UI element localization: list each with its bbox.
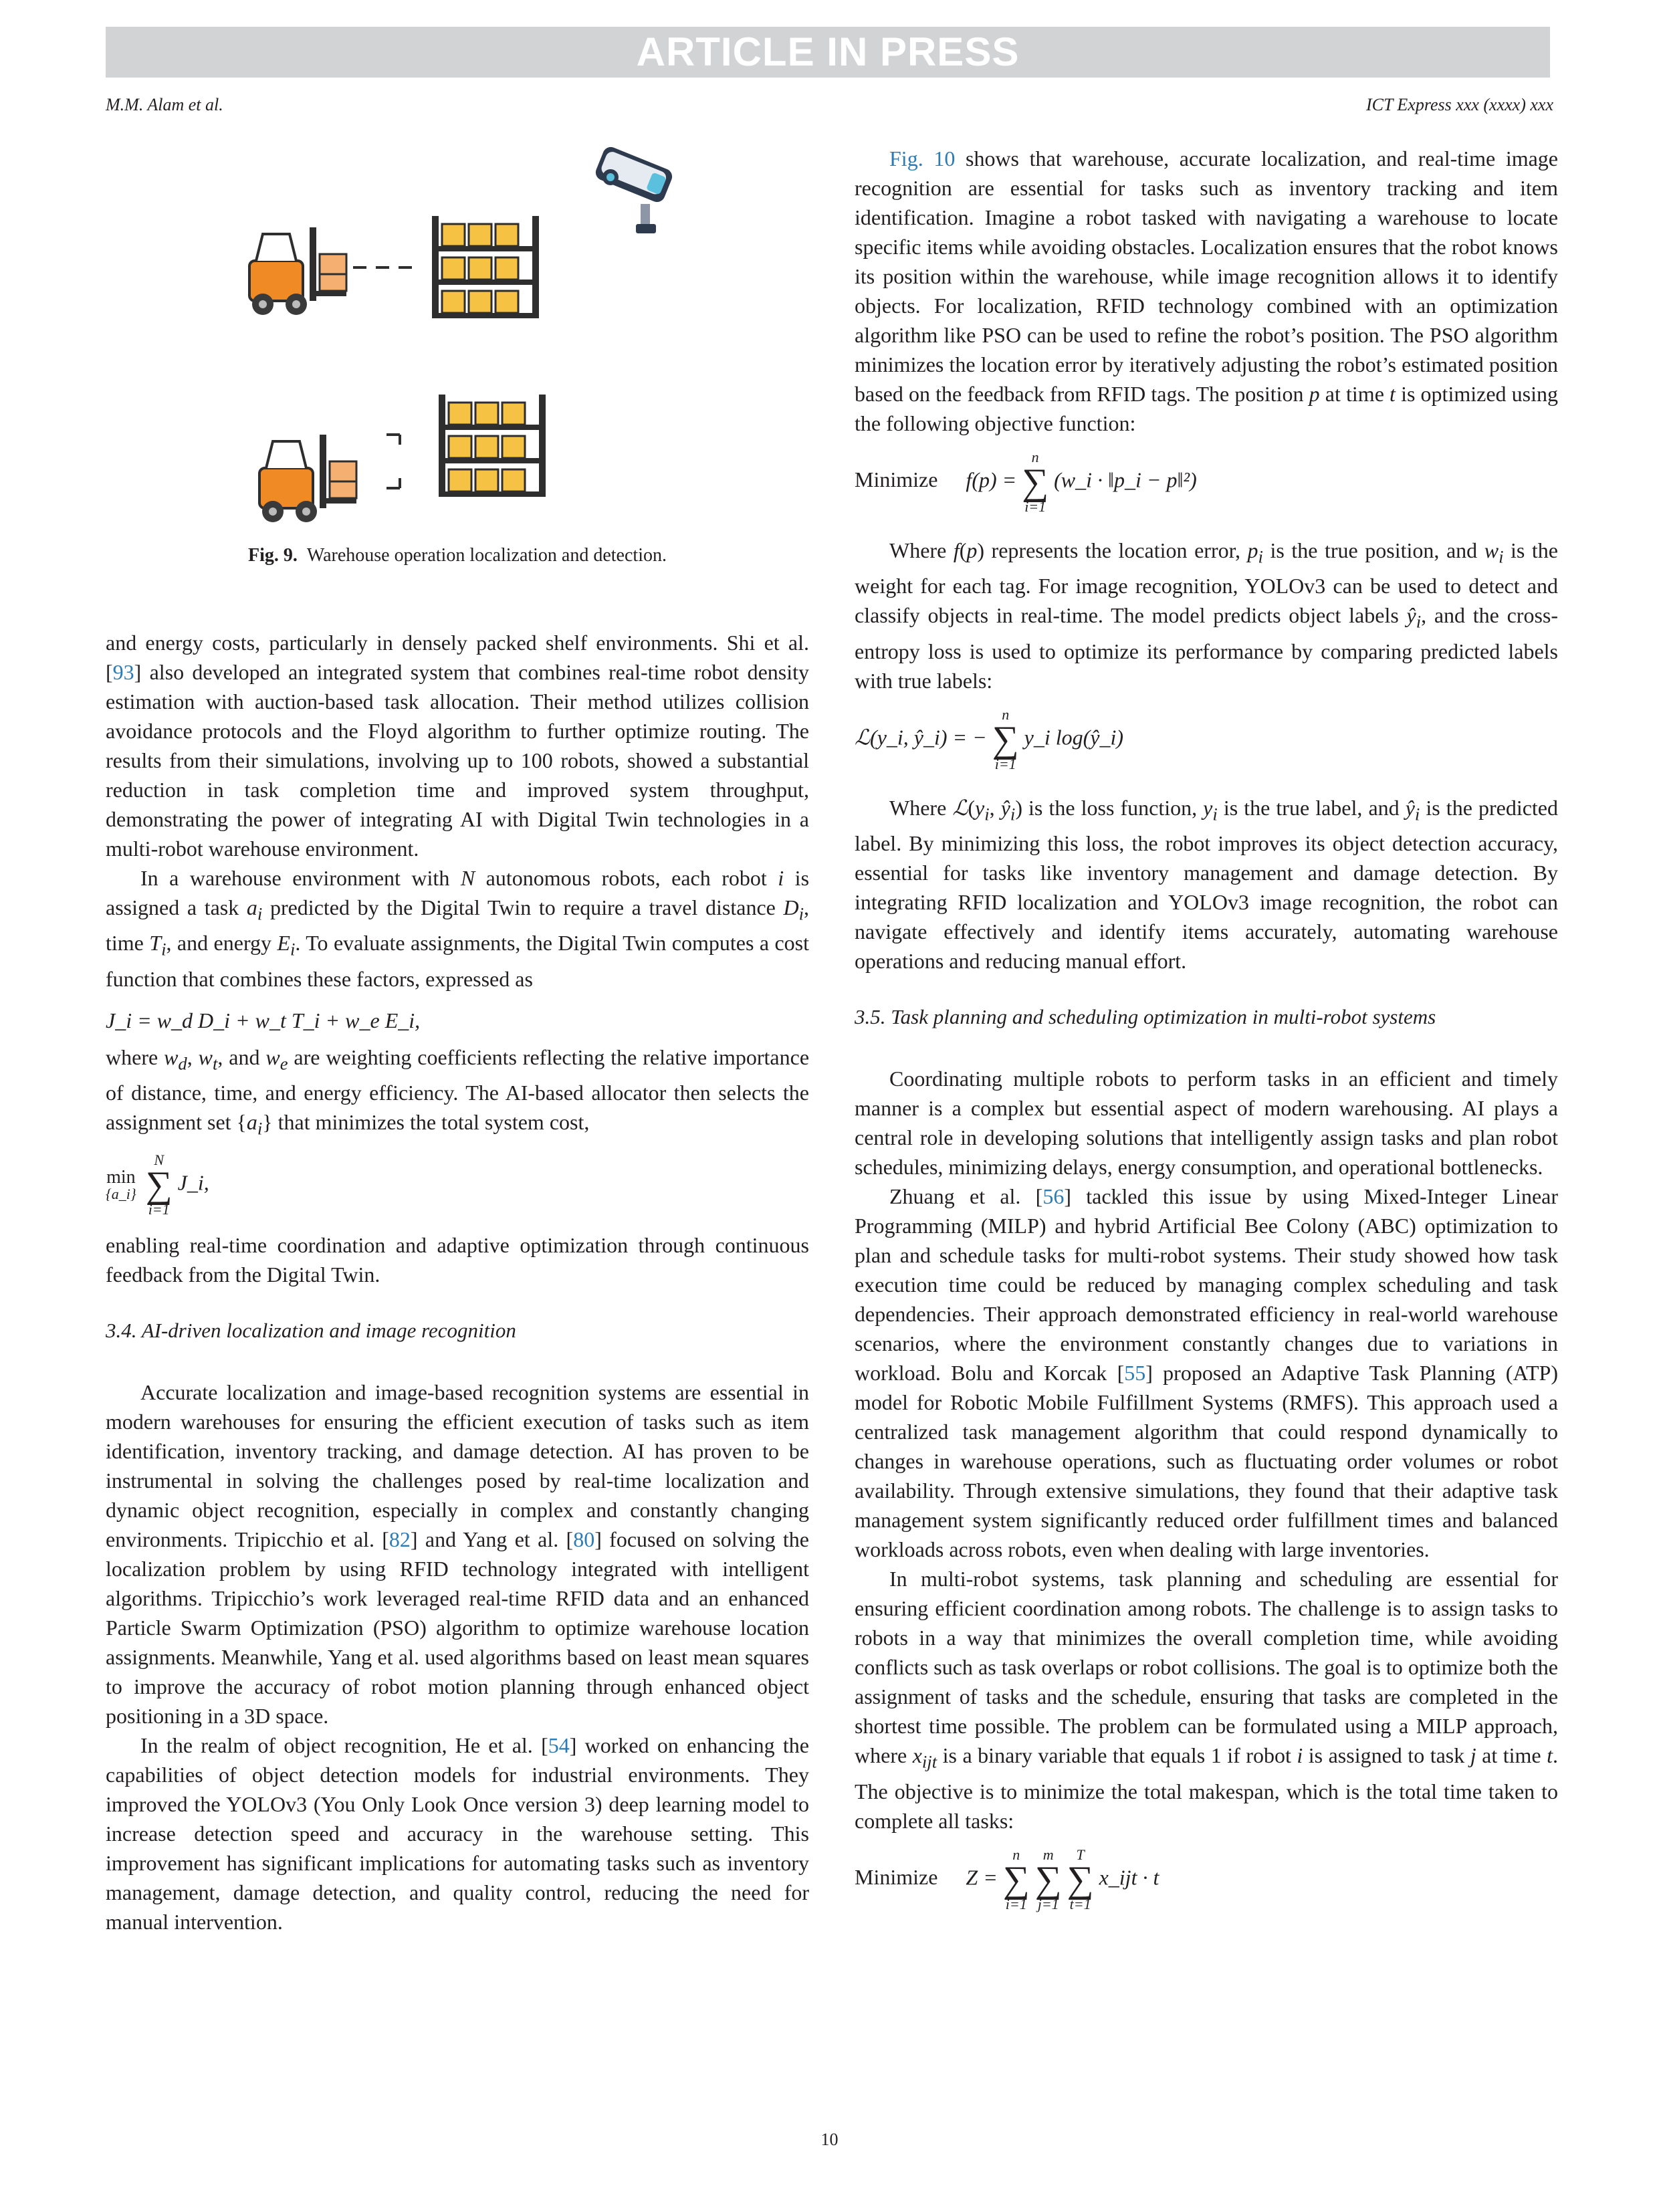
text: ] proposed an Adaptive Task Planning (ATP) model for Robotic Mobile Fulfillment Systems (RMFS). This approach used a centralized task management algorithm that could respond dynamically to changes in warehouse operations, such as fluctuating order volumes or robot availability. Through extensive simulations, they found that their adaptive task management system significantly reduced order fulfillment times and balanced workloads across robots, even when dealing with large inventories. — [855, 1361, 1559, 1562]
math: ŷ — [1000, 795, 1010, 820]
text: at time — [1476, 1743, 1547, 1768]
sum-upper: N — [154, 1151, 164, 1168]
min-subscript: {a_i} — [106, 1185, 136, 1202]
section-heading-3-5: 3.5. Task planning and scheduling optimization in multi-robot systems — [855, 1005, 1436, 1029]
text: and energy costs, particularly in densely packed shelf environments. Shi et al. [ — [106, 631, 809, 684]
text: ( — [968, 795, 976, 820]
math: w — [198, 1044, 213, 1069]
math: ijt — [921, 1751, 937, 1772]
sum-lower: i=1 — [994, 755, 1016, 772]
equation-term: (w_i · ‖p_i − p‖²) — [1054, 467, 1197, 492]
math: i — [257, 903, 263, 924]
math: e — [280, 1053, 288, 1074]
paragraph — [855, 144, 1558, 438]
math: t — [1547, 1743, 1553, 1768]
sum-lower: t=1 — [1069, 1895, 1091, 1912]
citation-link[interactable]: 55 — [1124, 1361, 1146, 1386]
paragraph — [106, 863, 809, 994]
equation-lead: Minimize — [855, 1864, 938, 1889]
equation-lhs: f(p) = — [966, 467, 1017, 492]
text: Where — [889, 538, 954, 562]
math: i — [1297, 1743, 1303, 1768]
equation-term: x_ijt · t — [1099, 1864, 1159, 1889]
math: N — [460, 866, 475, 890]
text: predicted by the Digital Twin to require a travel distance — [262, 895, 784, 919]
math: ℒ — [952, 795, 968, 820]
citation-link[interactable]: 56 — [1042, 1184, 1065, 1209]
sum-upper: T — [1076, 1846, 1085, 1863]
sum-lower: i=1 — [1024, 498, 1046, 515]
math: ŷ — [1405, 795, 1415, 820]
forklift-icon — [249, 227, 346, 315]
paragraph — [106, 1377, 809, 1731]
citation-link[interactable]: 80 — [573, 1527, 595, 1551]
paragraph — [106, 1731, 809, 1937]
sum-upper: m — [1042, 1846, 1054, 1863]
citation-link[interactable]: 93 — [112, 660, 134, 684]
text: ) is the loss function, — [1015, 795, 1204, 820]
equation-cost — [106, 1008, 809, 1033]
text: In multi-robot systems, task planning and scheduling are essential for ensuring efficient coordination among robots. The challenge is to assign tasks to robots in a way that minimizes the overall completion time, while avoiding conflicts such as task overlaps or robot collisions. The goal is to optimize both the assignment of tasks and the schedule, ensuring that tasks are completed in the shortest time possible. The problem can be formulated using a MILP approach, where — [855, 1567, 1558, 1768]
math: i — [1416, 611, 1422, 632]
text: ] tackled this issue by using Mixed-Integer Linear Programming (MILP) and hybrid Artificial Bee Colony (ABC) optimization to plan and schedule tasks for multi-robot systems. Their study showed how task execution time could be reduced by managing complex scheduling and task dependencies. Their approach demonstrated efficiency in real-world warehouse scenarios, where the environment constantly changes due to variations in workload. Bolu and Korcak [ — [855, 1184, 1559, 1386]
text: is optimized using the following objective function: — [855, 382, 1558, 435]
text: shows that warehouse, accurate localization, and real-time image recognition are essential for tasks such as inventory tracking and item identification. Imagine a robot tasked with navigating a warehouse to locate specific items while avoiding obstacles. Localization ensures that the robot knows its position within the warehouse, while image recognition allows it to identify objects. For localization, RFID technology combined with an optimization algorithm like PSO can be used to refine the robot’s position. The PSO algorithm minimizes the location error by iteratively adjusting the robot’s estimated position based on the feedback from RFID tags. The position — [855, 146, 1559, 406]
math: i — [1212, 804, 1218, 824]
figure-label: Fig. 9. — [248, 545, 298, 566]
equation-term: J_i, — [177, 1170, 209, 1194]
article-in-press-banner: ARTICLE IN PRESS — [106, 27, 1550, 78]
sum-upper: n — [1012, 1846, 1020, 1863]
math: p — [1309, 382, 1320, 406]
math: y — [1203, 795, 1213, 820]
text: , and the cross-entropy loss is used to optimize its performance by comparing predicted labels with true labels: — [855, 603, 1558, 693]
text: is assigned a task — [106, 866, 810, 919]
text: is assigned to task — [1303, 1743, 1470, 1768]
sum-upper: n — [1002, 705, 1010, 723]
text: Accurate localization and image-based recognition systems are essential in modern warehouses for ensuring the efficient execution of tasks such as item identification, inventory tracking, and damage detection. AI has proven to be instrumental in solving the challenges posed by real-time localization and dynamic object recognition, especially in complex and constantly changing environments. Tripicchio et al. [ — [106, 1379, 809, 1551]
text: ] focused on solving the localization problem by using RFID technology integrated with intelligent algorithms. Tripicchio’s work leveraged real-time RFID data and an enhanced Particle Swarm Optimization (PSO) algorithm to optimize warehouse location assignments. Meanwhile, Yang et al. used algorithms based on least mean squares to improve the accuracy of robot motion planning through enhanced object positioning in a 3D space. — [106, 1527, 809, 1728]
sum-symbol: ∑ — [1067, 1858, 1094, 1900]
text: In the realm of object recognition, He et al. [ — [140, 1733, 548, 1757]
page-number: 10 — [820, 2130, 839, 2149]
sum-lower: i=1 — [1005, 1895, 1027, 1912]
equation-lhs: ℒ(y_i, ŷ_i) = − — [855, 725, 987, 750]
equation-term: y_i log(ŷ_i) — [1024, 725, 1124, 750]
text: In a warehouse environment with — [140, 866, 461, 890]
text: , — [187, 1044, 199, 1069]
text: is the predicted label. By minimizing this loss, the robot improves its object detection accuracy, essential for tasks like inventory management and damage detection. By integrating RFID localization and YOLOv3 image recognition, the robot can navigate effectively and identify items accurately, automating warehouse operations and reducing manual effort. — [855, 795, 1558, 974]
text: ] also developed an integrated system that combines real-time robot density estimation with auction-based task allocation. Their method utilizes collision avoidance protocols and the Floyd algorithm to further optimize routing. The results from their simulations, involving up to 100 robots, showed a substantial reduction in task completion time and improved system throughput, demonstrating the power of integrating AI with Digital Twin technologies in a multi-robot warehouse environment. — [106, 660, 809, 861]
math: t — [212, 1053, 218, 1074]
running-head-authors: M.M. Alam et al. — [106, 95, 223, 114]
warehouse-illustration — [106, 144, 809, 538]
math: E — [277, 931, 290, 956]
math: w — [265, 1044, 280, 1069]
figure-9 — [106, 144, 809, 538]
equation-text: J_i = w_d D_i + w_t T_i + w_e E_i, — [106, 1008, 421, 1032]
text: is a binary variable that equals 1 if robot — [937, 1743, 1297, 1768]
paragraph — [855, 536, 1558, 695]
citation-link[interactable]: 82 — [389, 1527, 411, 1551]
sum-upper: n — [1031, 449, 1039, 465]
sum-symbol: ∑ — [1034, 1858, 1062, 1900]
right-column — [855, 144, 1558, 1921]
math: w — [164, 1044, 179, 1069]
text: } that minimizes the total system cost, — [262, 1110, 590, 1135]
text: is the true label, and — [1217, 795, 1406, 820]
cctv-camera-icon — [593, 144, 674, 233]
math: i — [1010, 804, 1016, 824]
math: w — [1484, 538, 1499, 562]
sum-lower: i=1 — [148, 1200, 170, 1218]
paragraph: enabling real-time coordination and adaptive optimization through continuous feedback from the Digital Twin. — [106, 1232, 809, 1287]
paragraph — [106, 1042, 809, 1143]
math: x — [912, 1743, 922, 1768]
paragraph: Coordinating multiple robots to perform tasks in an efficient and timely manner is a complex but essential aspect of modern warehousing. AI plays a central role in developing solutions that intelligently assign tasks and plan robot schedules, minimizing delays, energy consumption, and operational bottlenecks. — [855, 1067, 1558, 1180]
sum-symbol: ∑ — [992, 718, 1019, 760]
math: a — [246, 1110, 257, 1135]
paragraph — [106, 628, 809, 863]
paragraph — [855, 793, 1558, 976]
text: ) represents the location error, — [977, 538, 1248, 562]
equation-cross-entropy — [855, 707, 1558, 781]
shelf-icon — [432, 216, 539, 318]
text: , and — [217, 1044, 266, 1069]
text: are weighting coefficients reflecting the relative importance of distance, time, and energy efficiency. The AI-based allocator then selects the assignment set { — [106, 1044, 810, 1135]
figure-link[interactable]: Fig. 10 — [889, 146, 956, 171]
section-heading-3-4: 3.4. AI-driven localization and image recognition — [106, 1318, 516, 1342]
math: f — [953, 538, 960, 562]
shelf-icon — [439, 395, 546, 497]
math: i — [161, 939, 167, 960]
sum-symbol: ∑ — [145, 1164, 173, 1206]
math: p — [1247, 538, 1258, 562]
text: ( — [959, 538, 967, 562]
text: Zhuang et al. [ — [889, 1184, 1043, 1209]
sum-symbol: ∑ — [1022, 461, 1049, 503]
math: i — [257, 1118, 263, 1139]
math: y — [975, 795, 985, 820]
math: i — [778, 866, 784, 890]
equation-makespan — [855, 1848, 1558, 1921]
math: i — [1499, 546, 1504, 567]
math: i — [1258, 546, 1263, 567]
text: , time — [106, 895, 810, 956]
math: i — [290, 939, 296, 960]
math: a — [246, 895, 257, 919]
text: . The objective is to minimize the total makespan, which is the total time taken to complete all tasks: — [855, 1743, 1559, 1833]
sum-symbol: ∑ — [1002, 1858, 1030, 1900]
math: j — [1470, 1743, 1476, 1768]
math: i — [984, 804, 990, 824]
text: ] worked on enhancing the capabilities of object detection models for industrial environments. They improved the YOLOv3 (You Only Look Once version 3) deep learning model to increase detection speed and accuracy in the warehouse setting. This improvement has significant implications for automating tasks such as inventory management, damage detection, and quality control, reducing the need for manual intervention. — [106, 1733, 809, 1934]
text: , and energy — [166, 931, 278, 956]
equation-min-sum — [106, 1153, 809, 1226]
running-head-journal: ICT Express xxx (xxxx) xxx — [1365, 95, 1553, 114]
left-column — [106, 144, 809, 1937]
paragraph — [855, 1182, 1558, 1564]
text: , — [989, 795, 1001, 820]
text: . To evaluate assignments, the Digital Twin computes a cost function that combines these factors, expressed as — [106, 931, 810, 991]
min-operator: min — [106, 1166, 136, 1188]
text: autonomous robots, each robot — [475, 866, 778, 890]
math: T — [149, 931, 162, 956]
forklift-icon — [259, 435, 356, 522]
paragraph — [855, 1564, 1558, 1835]
math: t — [1390, 382, 1396, 406]
math: i — [798, 903, 804, 924]
math: ŷ — [1406, 603, 1416, 628]
sum-lower: j=1 — [1037, 1895, 1059, 1912]
equation-lhs: Z = — [966, 1864, 998, 1889]
text: ] and Yang et al. [ — [410, 1527, 574, 1551]
figure-caption-text: Warehouse operation localization and detection. — [306, 545, 667, 566]
math: D — [783, 895, 799, 919]
figure-caption — [106, 545, 809, 566]
math: p — [966, 538, 978, 562]
citation-link[interactable]: 54 — [548, 1733, 570, 1757]
math: d — [178, 1053, 187, 1074]
equation-lead: Minimize — [855, 467, 938, 492]
text: at time — [1319, 382, 1390, 406]
math: i — [1414, 804, 1420, 824]
text: Where — [889, 795, 953, 820]
text: is the weight for each tag. For image recognition, YOLOv3 can be used to detect and classify objects in real-time. The model predicts object labels — [855, 538, 1559, 628]
equation-localization — [855, 450, 1558, 524]
text: where — [106, 1044, 164, 1069]
text: is the true position, and — [1262, 538, 1484, 562]
